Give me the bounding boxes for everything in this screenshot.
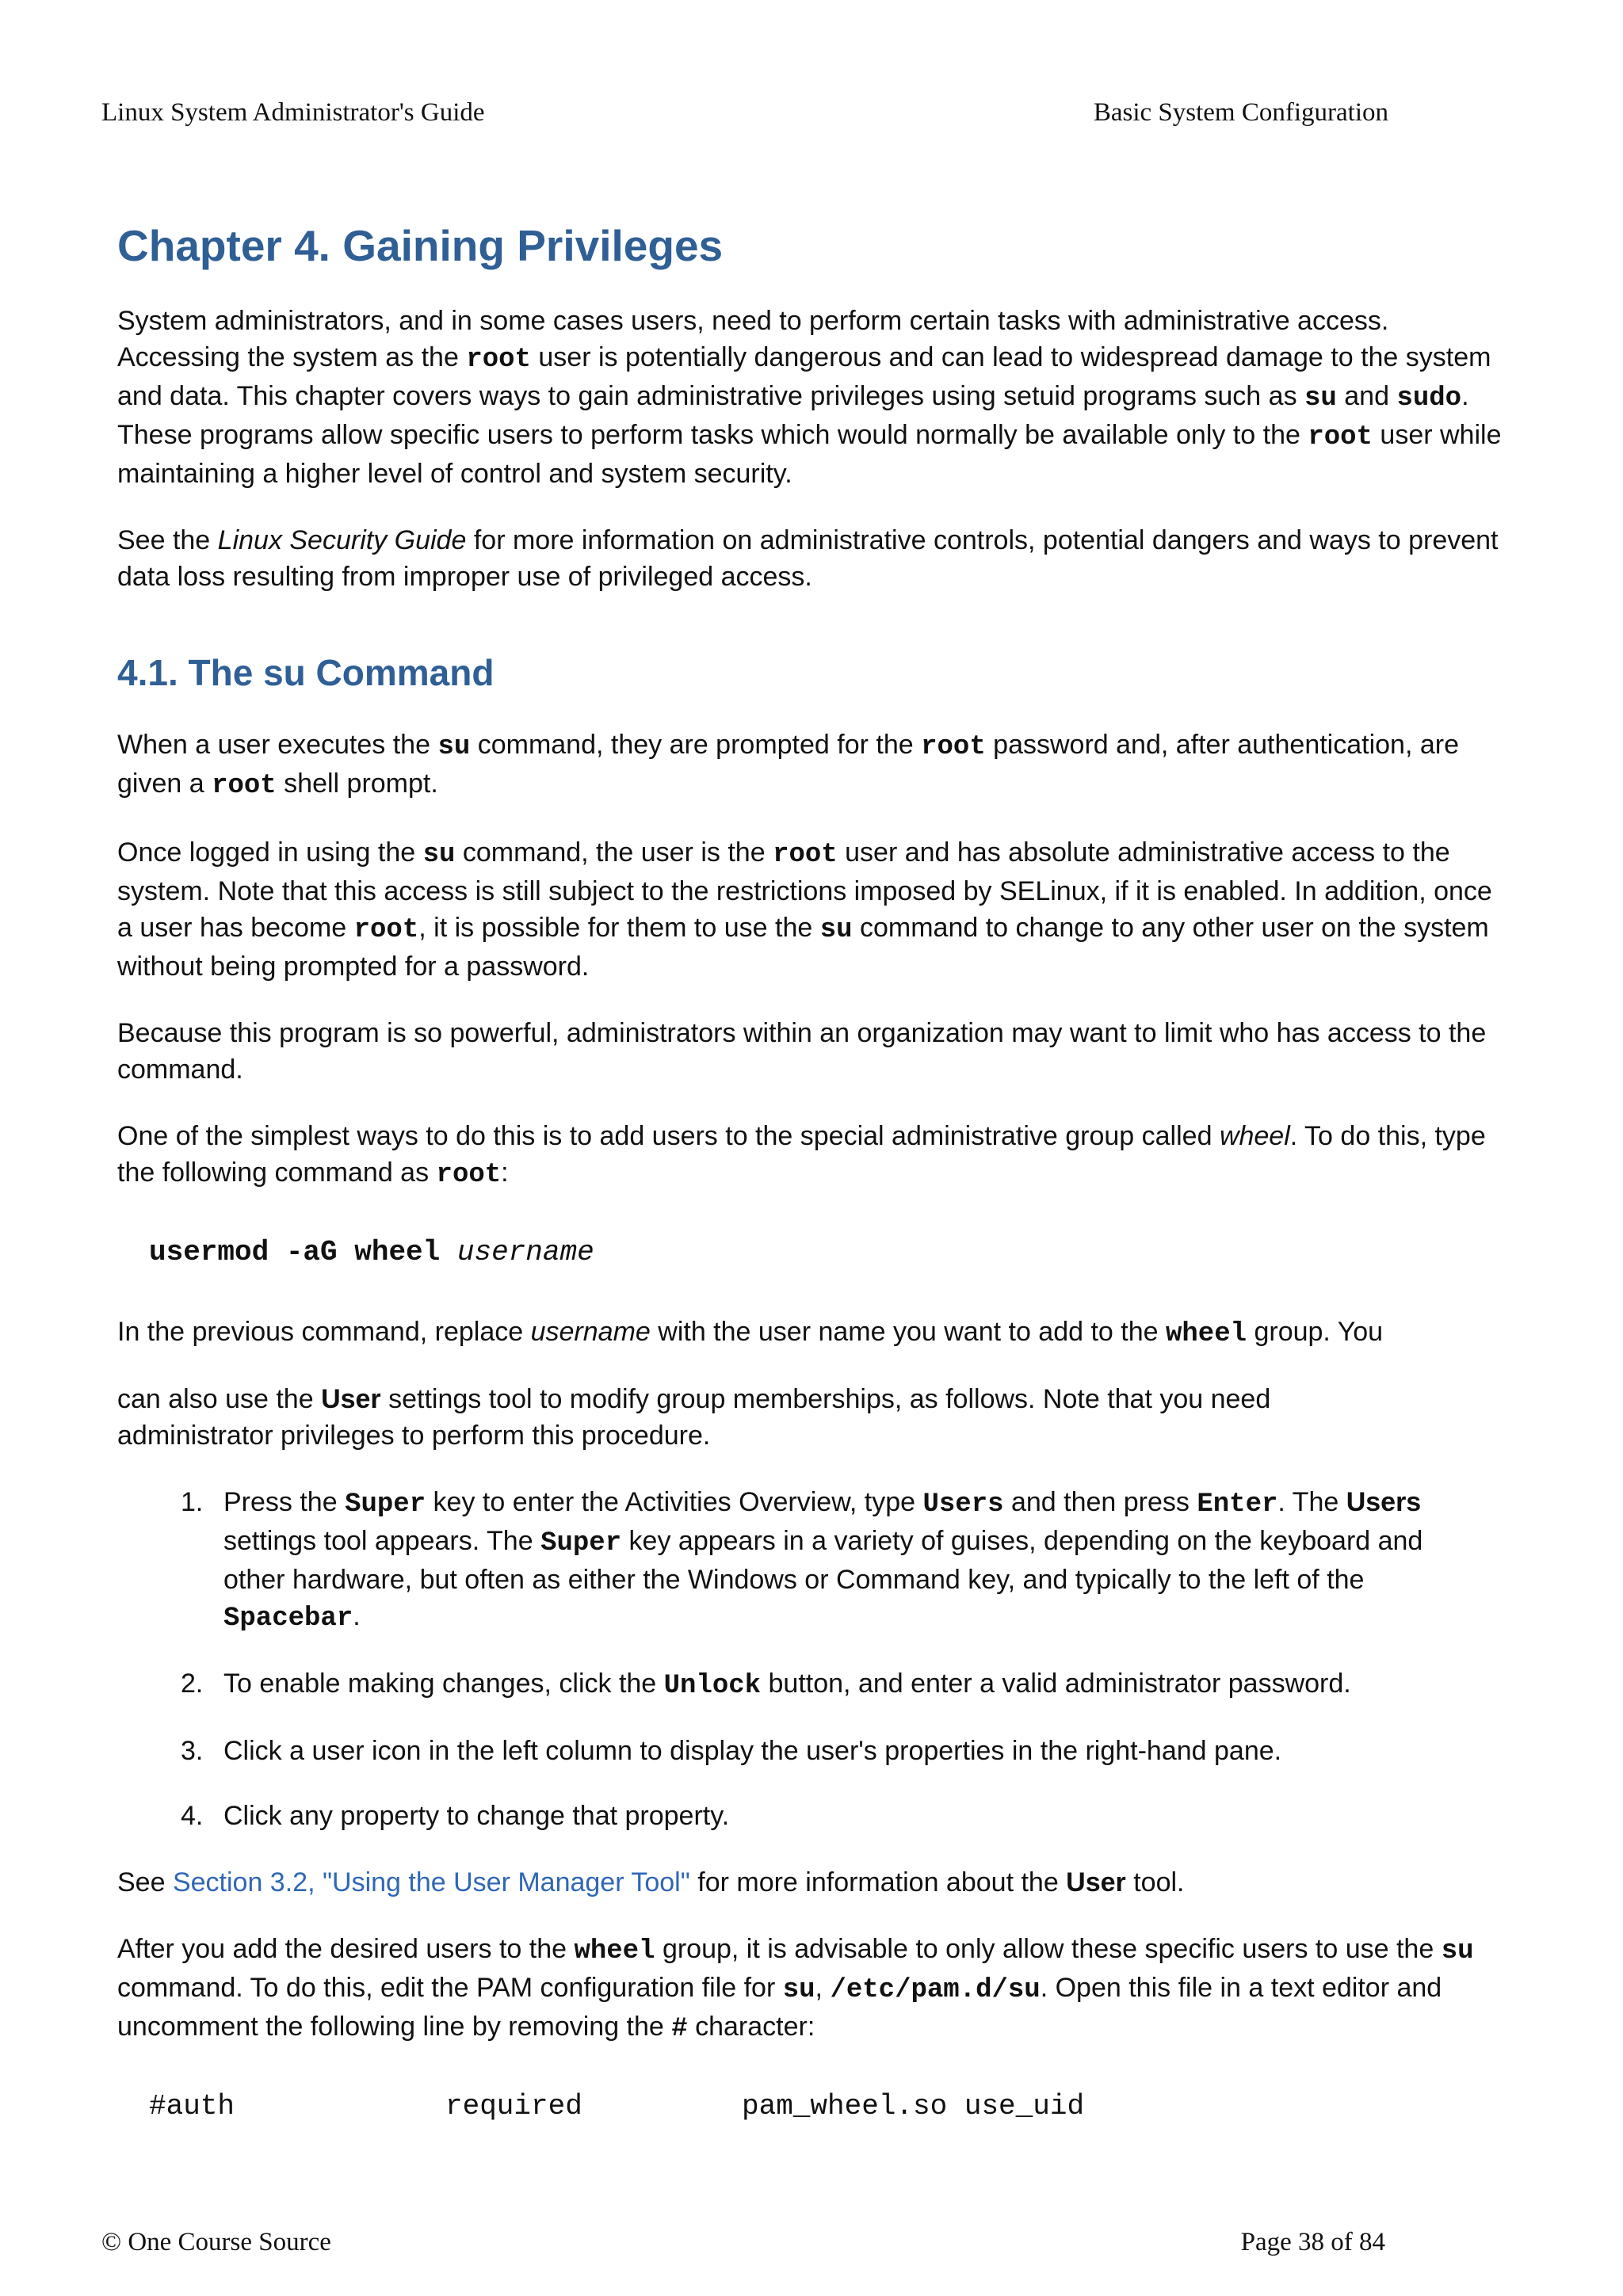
footer-page-number: Page 38 of 84 [1240, 2228, 1385, 2256]
header-doc-title: Linux System Administrator's Guide [101, 98, 485, 127]
section-paragraph-3: Because this program is so powerful, administrators within an organization may want to limit who has access to the command. [117, 1018, 1487, 1085]
section-paragraph-8: After you add the desired users to the wheel group, it is advisable to only allow these specific users to use the su command. To do this, edit the PAM configuration file for su, /etc/pam.d/su. Open this file in a text editor and uncomment the following line by removing the # character: [117, 1934, 1474, 2044]
intro-paragraph-2: See the Linux Security Guide for more information on administrative controls, potential dangers and ways to prevent data loss resulting from improper use of privileged access. [117, 525, 1499, 592]
list-item: 4. Click any property to change that property. [181, 1801, 730, 1831]
code-pam-line: #auth required pam_wheel.so use_uid [149, 2090, 1085, 2122]
intro-paragraph-1: System administrators, and in some cases users, need to perform certain tasks with administrative access. Accessing the system as the root user is potentially dangerous and can lead to widespread damage to the system and data. This chapter covers ways to gain administrative privileges using setuid programs such as su and sudo. These programs allow specific users to perform tasks which would normally be available only to the root user while maintaining a higher level of control and system security. [117, 306, 1502, 489]
code-usermod: usermod -aG wheel username [149, 1236, 594, 1268]
section-paragraph-7: See Section 3.2, "Using the User Manager Tool" for more information about the User tool. [117, 1867, 1185, 1897]
header-section-title: Basic System Configuration [1093, 98, 1388, 127]
section-paragraph-5: In the previous command, replace username with the user name you want to add to the wheel group. You [117, 1317, 1384, 1349]
page-content [117, 215, 1512, 2125]
section-paragraph-6: can also use the User settings tool to modify group memberships, as follows. Note that you need administrator privileges to perform this procedure. [117, 1384, 1271, 1451]
page-header [101, 98, 1388, 128]
chapter-title: Chapter 4. Gaining Privileges [117, 221, 724, 270]
section-paragraph-2: Once logged in using the su command, the user is the root user and has absolute administrative access to the system. Note that this access is still subject to the restrictions imposed by SELinux, if it is enabled. In addition, once a user has become root, it is possible for them to use the su command to change to any other user on the system without being prompted for a password. [117, 837, 1492, 982]
procedure-steps [117, 1484, 1512, 1834]
list-item: 1. Press the Super key to enter the Activities Overview, type Users and then press Enter. The Users settings tool appears. The Super key appears in a variety of guises, depending on the keyboard and other hardware, but often as either the Windows or Command key, and typically to the left of the Spacebar. [181, 1487, 1423, 1634]
section-paragraph-1: When a user executes the su command, they are prompted for the root password and, after authentication, are given a root shell prompt. [117, 730, 1459, 801]
footer-copyright: © One Course Source [101, 2228, 331, 2256]
list-item: 3. Click a user icon in the left column to display the user's properties in the right-hand pane. [181, 1736, 1282, 1766]
section-paragraph-4: One of the simplest ways to do this is to add users to the special administrative group called wheel. To do this, type the following command as root: [117, 1121, 1486, 1190]
list-item: 2. To enable making changes, click the Unlock button, and enter a valid administrator password. [181, 1669, 1351, 1701]
section-title: 4.1. The su Command [117, 652, 495, 693]
page-footer [101, 2228, 1385, 2257]
section-3-2-link[interactable]: Section 3.2, "Using the User Manager Tool" [172, 1867, 690, 1897]
